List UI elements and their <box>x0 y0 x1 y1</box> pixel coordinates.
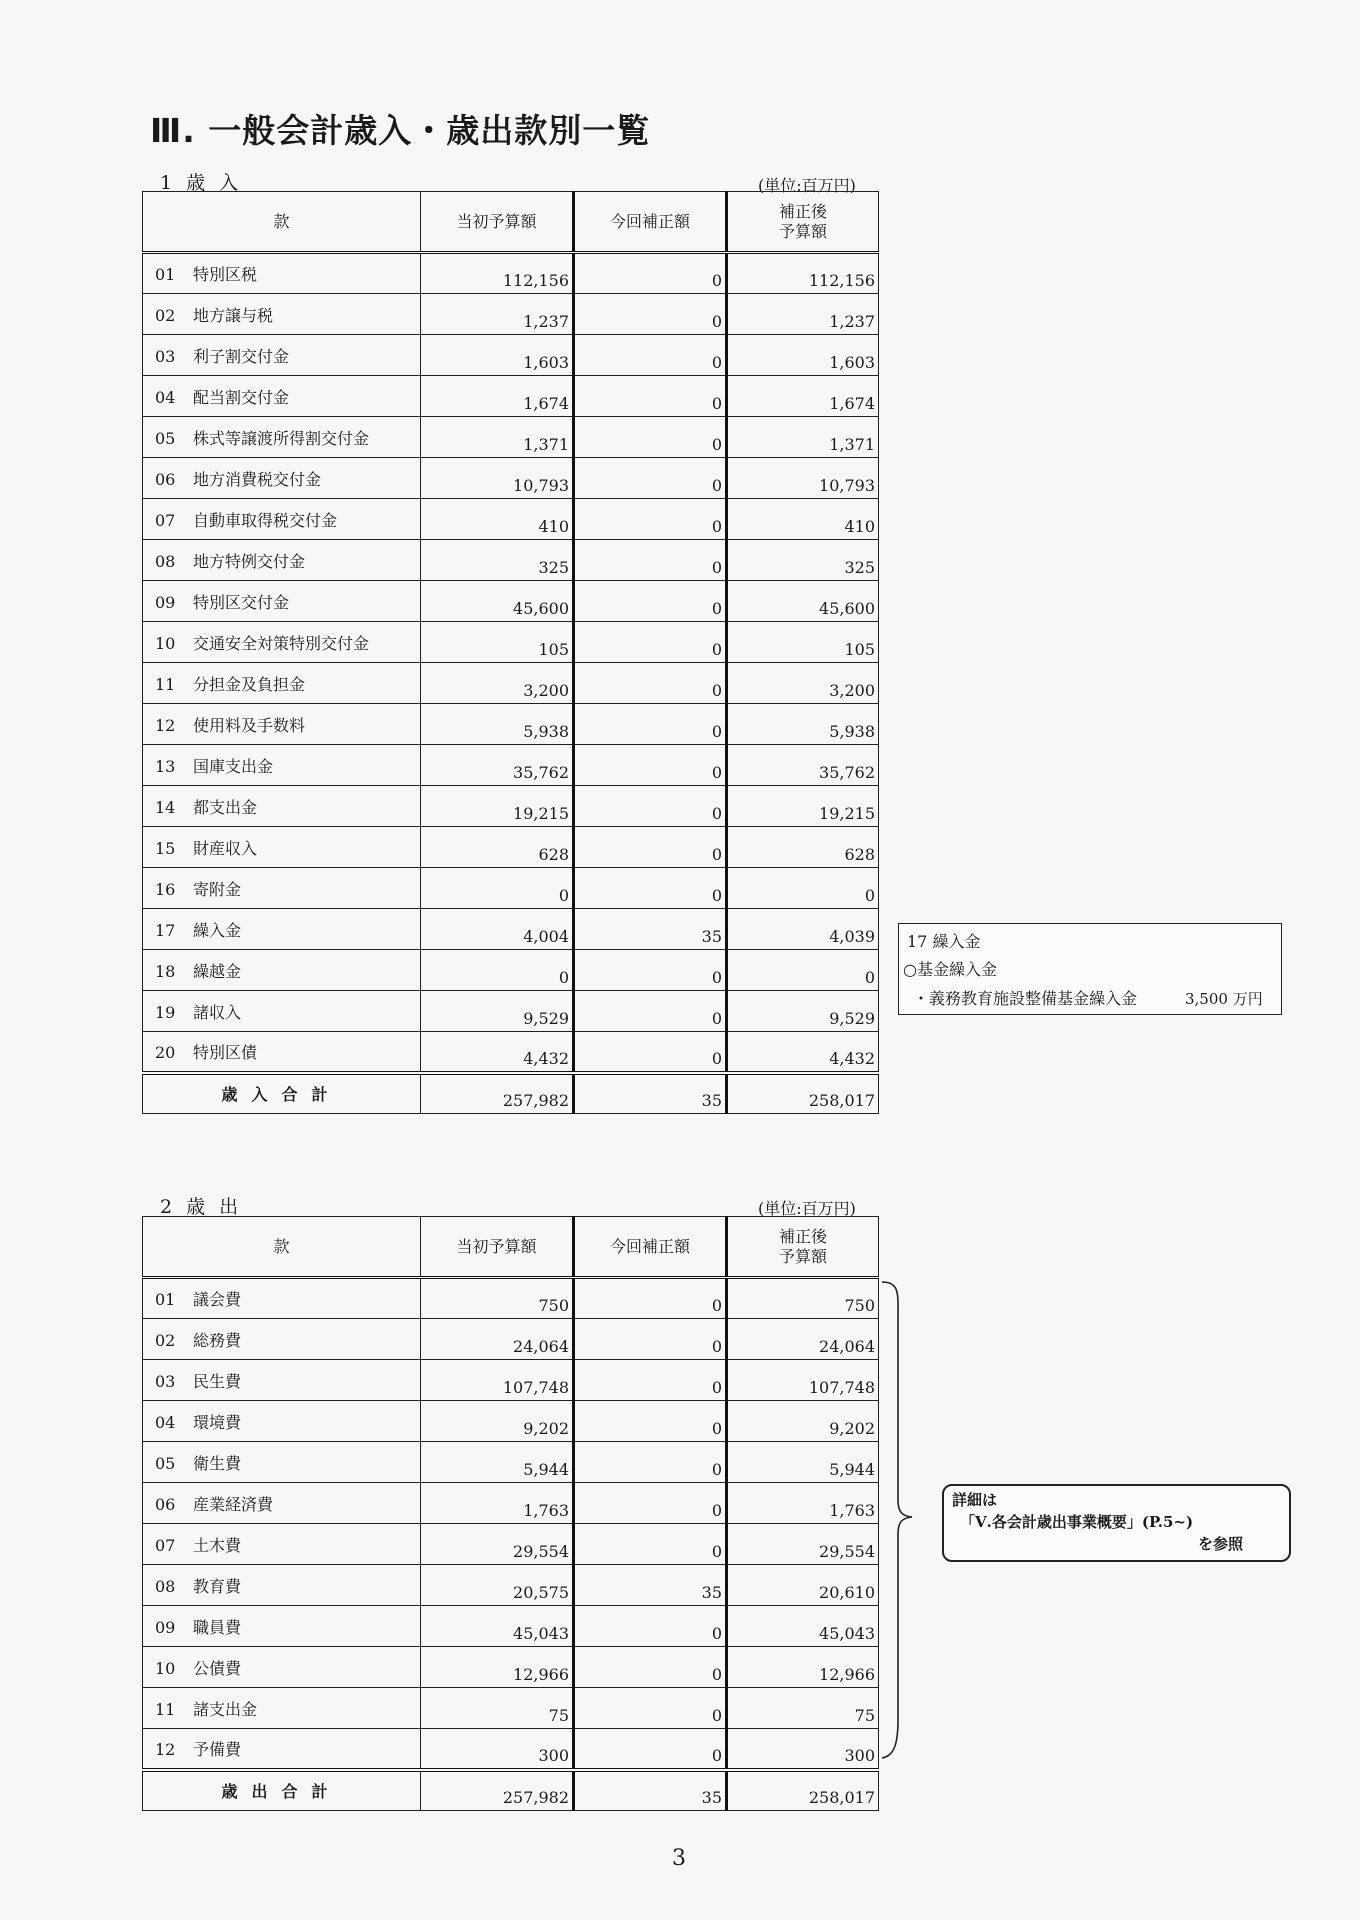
initial-budget-cell: 628 <box>421 827 574 868</box>
revision-cell: 0 <box>574 1032 727 1073</box>
revenue-table <box>142 191 879 1114</box>
initial-budget-cell: 35,762 <box>421 745 574 786</box>
row-code: 18 <box>155 961 176 981</box>
row-name: 地方譲与税 <box>193 305 274 325</box>
initial-budget-cell: 750 <box>421 1278 574 1319</box>
row-label <box>143 581 421 622</box>
row-name: 特別区税 <box>193 265 258 284</box>
revised-budget-cell: 45,043 <box>727 1606 879 1647</box>
revised-budget-cell: 410 <box>727 499 879 540</box>
revision-cell: 0 <box>574 376 727 417</box>
revision-cell: 0 <box>574 1483 727 1524</box>
initial-budget-cell: 5,938 <box>421 704 574 745</box>
table-row <box>143 991 879 1032</box>
brace-icon <box>878 1280 948 1780</box>
row-label <box>143 1524 421 1565</box>
row-code: 08 <box>155 1576 176 1596</box>
table-row <box>143 704 879 745</box>
row-label <box>143 1278 421 1319</box>
table-row <box>143 1647 879 1688</box>
initial-budget-cell: 112,156 <box>421 253 574 294</box>
row-code: 12 <box>155 1739 176 1759</box>
revision-cell: 0 <box>574 1360 727 1401</box>
revised-budget-cell: 9,202 <box>727 1401 879 1442</box>
initial-budget-cell: 1,371 <box>421 417 574 458</box>
transfer-note-subheading: ○基金繰入金 <box>903 960 997 979</box>
row-code: 07 <box>155 510 176 530</box>
reference-note-line1: 詳細は <box>952 1491 998 1509</box>
row-code: 11 <box>155 674 176 694</box>
header-revised-budget: 補正後 予算額 <box>727 1217 879 1278</box>
initial-budget-cell: 9,529 <box>421 991 574 1032</box>
revised-budget-cell: 10,793 <box>727 458 879 499</box>
row-name: 配当割交付金 <box>193 387 290 407</box>
row-name: 寄附金 <box>193 879 242 899</box>
revision-cell: 0 <box>574 458 727 499</box>
row-code: 02 <box>155 1330 176 1350</box>
revision-cell: 0 <box>574 663 727 704</box>
revised-budget-cell: 112,156 <box>727 253 879 294</box>
initial-budget-cell: 0 <box>421 868 574 909</box>
revised-budget-cell: 35,762 <box>727 745 879 786</box>
table-row <box>143 827 879 868</box>
total-revision-cell: 35 <box>574 1073 727 1114</box>
revised-budget-cell: 9,529 <box>727 991 879 1032</box>
row-name: 議会費 <box>193 1290 242 1309</box>
revision-cell: 0 <box>574 1524 727 1565</box>
row-code: 09 <box>155 1617 176 1637</box>
table-row <box>143 622 879 663</box>
total-revision-cell: 35 <box>574 1770 727 1811</box>
header-revision: 今回補正額 <box>574 192 727 253</box>
header-initial-budget: 当初予算額 <box>421 1217 574 1278</box>
initial-budget-cell: 4,432 <box>421 1032 574 1073</box>
row-name: 特別区交付金 <box>193 592 290 612</box>
revision-cell: 0 <box>574 335 727 376</box>
row-name: 分担金及負担金 <box>193 674 306 694</box>
initial-budget-cell: 5,944 <box>421 1442 574 1483</box>
reference-note <box>942 1484 1291 1562</box>
reference-note-line2: 「Ⅴ.各会計歳出事業概要」(P.5~) <box>960 1513 1194 1531</box>
revised-budget-cell: 1,763 <box>727 1483 879 1524</box>
initial-budget-cell: 105 <box>421 622 574 663</box>
revision-cell: 0 <box>574 1401 727 1442</box>
page-number: 3 <box>672 1846 686 1871</box>
revised-budget-cell: 1,237 <box>727 294 879 335</box>
row-name: 職員費 <box>193 1617 242 1637</box>
revision-cell: 0 <box>574 1729 727 1770</box>
total-initial-cell: 257,982 <box>421 1770 574 1811</box>
transfer-note <box>898 923 1282 1015</box>
row-code: 10 <box>155 1658 176 1678</box>
initial-budget-cell: 1,674 <box>421 376 574 417</box>
revised-budget-cell: 5,938 <box>727 704 879 745</box>
revision-cell: 0 <box>574 745 727 786</box>
revised-budget-cell: 628 <box>727 827 879 868</box>
row-code: 06 <box>155 469 176 489</box>
row-code: 03 <box>155 1371 176 1391</box>
revision-cell: 0 <box>574 704 727 745</box>
row-label <box>143 827 421 868</box>
row-code: 09 <box>155 592 176 612</box>
transfer-note-heading: 17 繰入金 <box>907 932 981 951</box>
revision-cell: 0 <box>574 827 727 868</box>
row-label <box>143 1360 421 1401</box>
reference-note-line3: を参照 <box>1198 1535 1244 1553</box>
revised-budget-cell: 1,674 <box>727 376 879 417</box>
row-code: 06 <box>155 1494 176 1514</box>
initial-budget-cell: 20,575 <box>421 1565 574 1606</box>
row-label <box>143 1032 421 1073</box>
row-label <box>143 253 421 294</box>
revised-budget-cell: 12,966 <box>727 1647 879 1688</box>
row-label <box>143 1319 421 1360</box>
revised-budget-cell: 3,200 <box>727 663 879 704</box>
transfer-note-item: ・義務教育施設整備基金繰入金 <box>913 989 1138 1008</box>
row-label <box>143 1606 421 1647</box>
row-name: 株式等譲渡所得割交付金 <box>193 428 370 448</box>
header-revision: 今回補正額 <box>574 1217 727 1278</box>
table-row <box>143 1729 879 1770</box>
table-row <box>143 458 879 499</box>
table-row <box>143 1483 879 1524</box>
table-row <box>143 909 879 950</box>
row-label <box>143 1565 421 1606</box>
initial-budget-cell: 45,043 <box>421 1606 574 1647</box>
table-row <box>143 376 879 417</box>
initial-budget-cell: 75 <box>421 1688 574 1729</box>
revised-budget-cell: 4,039 <box>727 909 879 950</box>
row-name: 財産収入 <box>193 838 258 858</box>
header-revised-budget: 補正後 予算額 <box>727 192 879 253</box>
revised-budget-cell: 45,600 <box>727 581 879 622</box>
table-row <box>143 1688 879 1729</box>
revision-cell: 35 <box>574 909 727 950</box>
initial-budget-cell: 107,748 <box>421 1360 574 1401</box>
row-label <box>143 335 421 376</box>
table-row <box>143 868 879 909</box>
total-label: 歳出合計 <box>143 1770 421 1811</box>
row-name: 地方消費税交付金 <box>193 469 322 489</box>
revision-cell: 35 <box>574 1565 727 1606</box>
row-name: 諸支出金 <box>193 1699 258 1719</box>
row-name: 交通安全対策特別交付金 <box>193 633 370 653</box>
row-code: 17 <box>155 920 176 940</box>
revised-budget-cell: 105 <box>727 622 879 663</box>
revision-cell: 0 <box>574 1442 727 1483</box>
row-name: 諸収入 <box>193 1002 242 1022</box>
row-code: 04 <box>155 387 176 407</box>
revision-cell: 0 <box>574 294 727 335</box>
revision-cell: 0 <box>574 581 727 622</box>
row-label <box>143 417 421 458</box>
row-name: 民生費 <box>193 1371 242 1391</box>
table-row <box>143 1606 879 1647</box>
row-code: 07 <box>155 1535 176 1555</box>
row-label <box>143 704 421 745</box>
row-label <box>143 909 421 950</box>
table-row <box>143 1442 879 1483</box>
revision-cell: 0 <box>574 786 727 827</box>
row-code: 05 <box>155 1453 176 1473</box>
row-label <box>143 622 421 663</box>
row-label <box>143 376 421 417</box>
row-code: 10 <box>155 633 176 653</box>
row-code: 15 <box>155 838 176 858</box>
row-label <box>143 991 421 1032</box>
revised-budget-cell: 5,944 <box>727 1442 879 1483</box>
revision-cell: 0 <box>574 1688 727 1729</box>
row-label <box>143 499 421 540</box>
initial-budget-cell: 29,554 <box>421 1524 574 1565</box>
total-revised-cell: 258,017 <box>727 1770 879 1811</box>
revision-cell: 0 <box>574 622 727 663</box>
row-code: 04 <box>155 1412 176 1432</box>
row-code: 02 <box>155 305 176 325</box>
initial-budget-cell: 4,004 <box>421 909 574 950</box>
initial-budget-cell: 9,202 <box>421 1401 574 1442</box>
total-row <box>143 1770 879 1811</box>
row-name: 衛生費 <box>193 1453 242 1473</box>
revised-budget-cell: 1,603 <box>727 335 879 376</box>
expenditure-unit-label: (単位:百万円) <box>758 1199 856 1218</box>
revision-cell: 0 <box>574 253 727 294</box>
revision-cell: 0 <box>574 417 727 458</box>
row-name: 都支出金 <box>193 797 258 817</box>
table-row <box>143 581 879 622</box>
expenditure-table <box>142 1216 879 1811</box>
row-label <box>143 950 421 991</box>
revised-budget-cell: 325 <box>727 540 879 581</box>
initial-budget-cell: 0 <box>421 950 574 991</box>
table-row <box>143 294 879 335</box>
row-code: 01 <box>155 265 176 284</box>
row-label <box>143 1401 421 1442</box>
row-label <box>143 1483 421 1524</box>
table-row <box>143 253 879 294</box>
revision-cell: 0 <box>574 1647 727 1688</box>
row-name: 土木費 <box>193 1535 242 1555</box>
row-code: 19 <box>155 1002 176 1022</box>
table-row <box>143 1278 879 1319</box>
table-row <box>143 950 879 991</box>
table-row <box>143 1524 879 1565</box>
row-name: 特別区債 <box>193 1042 258 1062</box>
row-name: 自動車取得税交付金 <box>193 510 338 530</box>
row-name: 公債費 <box>193 1658 242 1678</box>
row-label <box>143 1729 421 1770</box>
total-label: 歳入合計 <box>143 1073 421 1114</box>
revision-cell: 0 <box>574 1278 727 1319</box>
initial-budget-cell: 24,064 <box>421 1319 574 1360</box>
row-name: 環境費 <box>193 1412 242 1432</box>
revised-budget-cell: 1,371 <box>727 417 879 458</box>
table-row <box>143 540 879 581</box>
header-item: 款 <box>143 1217 421 1278</box>
row-code: 01 <box>155 1290 176 1309</box>
row-name: 利子割交付金 <box>193 346 290 366</box>
row-code: 16 <box>155 879 176 899</box>
table-row <box>143 417 879 458</box>
initial-budget-cell: 410 <box>421 499 574 540</box>
revised-budget-cell: 24,064 <box>727 1319 879 1360</box>
table-row <box>143 1319 879 1360</box>
table-row <box>143 499 879 540</box>
revenue-unit-label: (単位:百万円) <box>758 176 856 195</box>
table-row <box>143 663 879 704</box>
initial-budget-cell: 325 <box>421 540 574 581</box>
header-item: 款 <box>143 192 421 253</box>
initial-budget-cell: 10,793 <box>421 458 574 499</box>
row-label <box>143 786 421 827</box>
revision-cell: 0 <box>574 1319 727 1360</box>
table-row <box>143 786 879 827</box>
revised-budget-cell: 20,610 <box>727 1565 879 1606</box>
row-code: 13 <box>155 756 176 776</box>
row-label <box>143 868 421 909</box>
total-row <box>143 1073 879 1114</box>
initial-budget-cell: 1,763 <box>421 1483 574 1524</box>
row-label <box>143 745 421 786</box>
initial-budget-cell: 45,600 <box>421 581 574 622</box>
initial-budget-cell: 12,966 <box>421 1647 574 1688</box>
row-name: 国庫支出金 <box>193 756 274 776</box>
row-code: 20 <box>155 1042 176 1062</box>
header-initial-budget: 当初予算額 <box>421 192 574 253</box>
row-code: 12 <box>155 715 176 735</box>
row-code: 03 <box>155 346 176 366</box>
row-label <box>143 458 421 499</box>
row-name: 産業経済費 <box>193 1494 274 1514</box>
table-row <box>143 1032 879 1073</box>
row-label <box>143 663 421 704</box>
initial-budget-cell: 1,603 <box>421 335 574 376</box>
table-row <box>143 1565 879 1606</box>
row-label <box>143 540 421 581</box>
revised-budget-cell: 750 <box>727 1278 879 1319</box>
revenue-section-label: 1 歳 入 <box>160 172 243 194</box>
revised-budget-cell: 300 <box>727 1729 879 1770</box>
transfer-note-amount: 3,500 万円 <box>1185 990 1263 1008</box>
revised-budget-cell: 75 <box>727 1688 879 1729</box>
row-name: 繰入金 <box>193 920 242 940</box>
page-title: Ⅲ. 一般会計歳入・歳出款別一覧 <box>150 111 651 150</box>
row-label <box>143 1688 421 1729</box>
revision-cell: 0 <box>574 950 727 991</box>
table-row <box>143 1360 879 1401</box>
table-row <box>143 1401 879 1442</box>
revised-budget-cell: 107,748 <box>727 1360 879 1401</box>
revised-budget-cell: 19,215 <box>727 786 879 827</box>
revised-budget-cell: 0 <box>727 868 879 909</box>
revision-cell: 0 <box>574 499 727 540</box>
initial-budget-cell: 1,237 <box>421 294 574 335</box>
initial-budget-cell: 300 <box>421 1729 574 1770</box>
revision-cell: 0 <box>574 1606 727 1647</box>
revised-budget-cell: 29,554 <box>727 1524 879 1565</box>
row-name: 総務費 <box>193 1330 242 1350</box>
revised-budget-cell: 0 <box>727 950 879 991</box>
revised-budget-cell: 4,432 <box>727 1032 879 1073</box>
revision-cell: 0 <box>574 868 727 909</box>
total-revised-cell: 258,017 <box>727 1073 879 1114</box>
row-name: 使用料及手数料 <box>193 715 306 735</box>
row-label <box>143 1442 421 1483</box>
expenditure-section-label: 2 歳 出 <box>160 1196 243 1218</box>
table-row <box>143 745 879 786</box>
row-label <box>143 1647 421 1688</box>
row-name: 教育費 <box>193 1576 242 1596</box>
total-initial-cell: 257,982 <box>421 1073 574 1114</box>
row-code: 08 <box>155 551 176 571</box>
initial-budget-cell: 19,215 <box>421 786 574 827</box>
revision-cell: 0 <box>574 991 727 1032</box>
initial-budget-cell: 3,200 <box>421 663 574 704</box>
row-label <box>143 294 421 335</box>
row-code: 14 <box>155 797 176 817</box>
revision-cell: 0 <box>574 540 727 581</box>
row-code: 11 <box>155 1699 176 1719</box>
row-code: 05 <box>155 428 176 448</box>
row-name: 繰越金 <box>193 961 242 981</box>
row-name: 地方特例交付金 <box>193 551 306 571</box>
row-name: 予備費 <box>193 1739 242 1759</box>
table-row <box>143 335 879 376</box>
